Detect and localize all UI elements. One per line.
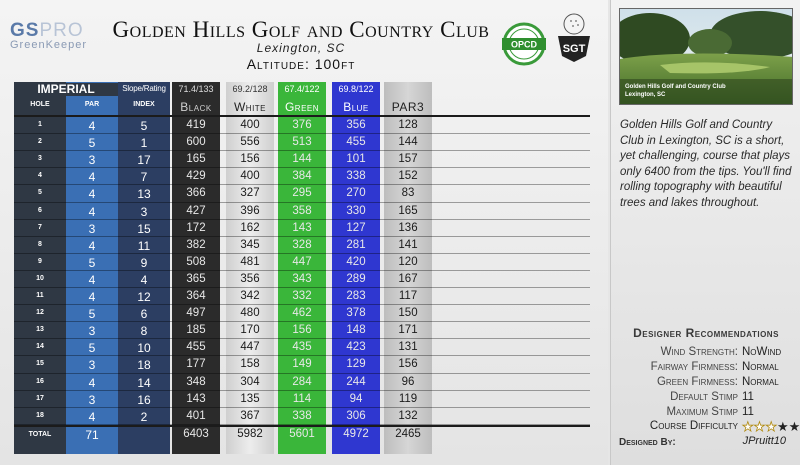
hole-number: 12: [36, 309, 44, 317]
hole-yardage: 244: [346, 375, 366, 388]
hole-yardage: 114: [292, 392, 312, 405]
hole-yardage: 158: [240, 358, 260, 371]
hole-yardage: 462: [292, 307, 312, 320]
opcd-badge: [498, 22, 550, 66]
hole-index: 7: [140, 170, 148, 185]
tee-name: White: [233, 100, 267, 114]
hole-par: 3: [88, 221, 96, 236]
hole-yardage: 167: [398, 272, 418, 285]
hole-number: 16: [36, 377, 44, 385]
hole-number: 8: [38, 240, 42, 248]
tee-rating: 71.4/133: [178, 84, 214, 94]
hole-yardage: 447: [292, 255, 312, 268]
hole-par: 4: [88, 272, 96, 287]
hole-yardage: 165: [186, 153, 206, 166]
hole-par: 3: [88, 358, 96, 373]
designer-recommendations-title: Designer Recommendations: [633, 326, 779, 340]
hole-yardage: 345: [240, 238, 260, 251]
hole-par: 4: [88, 409, 96, 424]
hole-index: 9: [140, 255, 148, 270]
hole-yardage: 141: [398, 238, 418, 251]
svg-text:OPCD: OPCD: [510, 39, 538, 50]
hole-yardage: 162: [240, 221, 260, 234]
hole-index: 15: [137, 221, 151, 236]
tee-name: PAR3: [391, 100, 425, 114]
hole-yardage: 330: [346, 204, 366, 217]
hole-par: 4: [88, 170, 96, 185]
hole-yardage: 156: [398, 358, 418, 371]
tee-name: Green: [284, 100, 320, 114]
hole-yardage: 149: [292, 358, 312, 371]
designer-name: JPruitt10: [742, 435, 786, 447]
hole-index: 4: [140, 272, 148, 287]
hole-yardage: 136: [398, 221, 418, 234]
hole-yardage: 382: [186, 238, 206, 251]
hole-yardage: 356: [240, 272, 260, 285]
hole-yardage: 332: [292, 290, 312, 302]
tee-name: Blue: [343, 100, 369, 114]
hole-yardage: 129: [346, 358, 366, 371]
hole-yardage: 455: [186, 341, 206, 354]
hole-index: 16: [137, 392, 151, 407]
hole-par: 5: [88, 136, 96, 151]
hole-number: 1: [38, 121, 42, 128]
hole-yardage: 156: [240, 153, 260, 166]
total-par: 71: [85, 427, 99, 442]
hole-yardage: 101: [346, 153, 366, 166]
hole-yardage: 378: [346, 307, 366, 320]
hole-yardage: 132: [398, 409, 418, 422]
hole-yardage: 365: [186, 272, 206, 285]
hole-yardage: 304: [240, 375, 260, 388]
hole-index: 6: [140, 307, 148, 322]
hole-number: 15: [36, 360, 44, 368]
hole-par: 5: [88, 341, 96, 356]
hole-yardage: 455: [346, 136, 366, 149]
tee-rating: 69.2/128: [232, 84, 268, 94]
hole-yardage: 120: [398, 255, 418, 268]
hole-number: 2: [38, 138, 42, 146]
hole-yardage: 185: [186, 324, 206, 337]
hole-par: 3: [88, 324, 96, 339]
hole-par: 4: [88, 187, 96, 202]
total-label: TOTAL: [28, 430, 52, 438]
hole-yardage: 401: [186, 409, 206, 422]
hole-yardage: 177: [186, 358, 206, 371]
hole-yardage: 127: [346, 221, 366, 234]
hole-yardage: 157: [398, 153, 418, 166]
hole-yardage: 356: [346, 119, 366, 131]
hole-index: 18: [137, 358, 151, 373]
hole-yardage: 600: [186, 136, 206, 149]
course-info-panel: Golden Hills Golf and Country Club Lexington, SC Golden Hills Golf and Country Club in Lexington, SC is a short, yet challenging, course that plays only 6400 from the tips. You'll find rolling topography with beautiful trees and lakes throughout. Designer Recommendations Wind Strength: NoWind Fairway Firmness: Normal Green Firmness: Normal Default Stimp 11 Maximum Stimp 11 Course Difficulty ★★★★★ Designed By: JPruitt10: [610, 0, 800, 465]
hole-yardage: 508: [186, 255, 206, 268]
hole-yardage: 148: [346, 324, 366, 337]
hole-index: 3: [140, 204, 148, 219]
sgt-badge: [552, 12, 596, 66]
hole-yardage: 343: [292, 272, 312, 285]
hole-yardage: 358: [292, 204, 312, 217]
hole-yardage: 289: [346, 272, 366, 285]
difficulty-stars-icon: ★★★★★: [742, 419, 800, 434]
hole-index: 17: [137, 153, 151, 168]
hole-header: HOLE: [30, 101, 50, 108]
hole-yardage: 117: [398, 290, 418, 302]
hole-par: 5: [88, 307, 96, 322]
total-yardage: 5982: [237, 427, 263, 440]
hole-yardage: 172: [186, 221, 206, 234]
hole-yardage: 376: [292, 119, 312, 131]
hole-yardage: 152: [398, 170, 418, 183]
hole-yardage: 328: [292, 238, 312, 251]
hole-yardage: 419: [186, 119, 206, 131]
hole-number: 14: [36, 343, 44, 351]
hole-yardage: 396: [240, 204, 260, 217]
course-altitude: Altitude: 100ft: [246, 56, 356, 72]
designed-by-label: Designed By:: [619, 437, 676, 448]
hole-yardage: 342: [240, 290, 260, 302]
hole-yardage: 131: [398, 341, 418, 354]
hole-yardage: 429: [186, 170, 206, 183]
hole-index: 13: [137, 187, 151, 202]
hole-yardage: 400: [240, 170, 260, 183]
hole-number: 7: [38, 223, 42, 231]
hole-number: 17: [36, 394, 44, 402]
hole-par: 4: [88, 204, 96, 219]
hole-yardage: 338: [292, 409, 312, 422]
hole-yardage: 150: [398, 307, 418, 320]
hole-yardage: 156: [292, 324, 312, 337]
hole-yardage: 281: [346, 238, 366, 251]
hole-number: 9: [38, 257, 42, 265]
svg-text:SGT: SGT: [562, 43, 586, 55]
hole-index: 2: [140, 409, 148, 424]
hole-number: 18: [36, 411, 44, 419]
hole-yardage: 480: [240, 307, 260, 320]
hole-par: 4: [88, 375, 96, 390]
hole-yardage: 497: [186, 307, 206, 320]
hole-number: 6: [38, 206, 42, 214]
hole-yardage: 327: [240, 187, 260, 200]
total-yardage: 2465: [395, 427, 421, 440]
hole-index: 5: [140, 119, 148, 133]
tee-rating: 67.4/122: [284, 84, 320, 94]
hole-par: 4: [88, 119, 96, 133]
hole-yardage: 556: [240, 136, 260, 149]
course-location: Lexington, SC: [256, 41, 346, 55]
hole-yardage: 143: [292, 221, 312, 234]
hole-number: 13: [36, 326, 44, 334]
hole-par: 4: [88, 238, 96, 253]
hole-par: 5: [88, 255, 96, 270]
hole-yardage: 427: [186, 204, 206, 217]
hole-yardage: 94: [349, 392, 363, 405]
hole-yardage: 366: [186, 187, 206, 200]
hole-yardage: 295: [292, 187, 312, 200]
hole-yardage: 143: [186, 392, 206, 405]
hole-yardage: 270: [346, 187, 366, 200]
course-title: Golden Hills Golf and Country Club: [112, 17, 490, 42]
tee-rating: 69.8/122: [338, 84, 374, 94]
hole-yardage: 284: [292, 375, 312, 388]
hole-number: 10: [36, 274, 44, 282]
total-yardage: 5601: [289, 427, 315, 440]
hole-yardage: 306: [346, 409, 366, 422]
tee-name: Black: [180, 100, 212, 114]
hole-par: 3: [88, 153, 96, 168]
hole-yardage: 83: [401, 187, 415, 200]
hole-index: 12: [137, 290, 151, 304]
total-yardage: 6403: [183, 427, 209, 440]
hole-yardage: 96: [401, 375, 415, 388]
hole-yardage: 135: [240, 392, 260, 405]
gspro-logo: GSPRO GreenKeeper: [10, 20, 88, 51]
hole-index: 1: [140, 136, 148, 151]
hole-yardage: 348: [186, 375, 206, 388]
index-header: INDEX: [133, 101, 155, 108]
course-photo: Golden Hills Golf and Country Club Lexington, SC: [619, 8, 793, 105]
units-label: IMPERIAL: [14, 83, 118, 96]
hole-yardage: 481: [240, 255, 260, 268]
hole-number: 3: [38, 155, 42, 163]
hole-yardage: 400: [240, 119, 260, 131]
slope-rating-label: Slope/Rating: [122, 84, 166, 93]
hole-index: 11: [137, 238, 151, 253]
hole-par: 3: [88, 392, 96, 407]
hole-number: 11: [36, 292, 44, 299]
hole-yardage: 128: [398, 119, 418, 131]
hole-yardage: 420: [346, 255, 366, 268]
hole-number: 4: [38, 172, 42, 180]
hole-yardage: 165: [398, 204, 418, 217]
par-header: PAR: [84, 101, 100, 108]
hole-yardage: 144: [398, 136, 418, 149]
hole-yardage: 367: [240, 409, 260, 422]
hole-number: 5: [38, 189, 42, 197]
hole-yardage: 119: [398, 392, 418, 405]
hole-yardage: 513: [292, 136, 312, 149]
hole-index: 14: [137, 375, 151, 390]
hole-yardage: 283: [346, 290, 366, 302]
hole-yardage: 144: [292, 153, 312, 166]
hole-yardage: 423: [346, 341, 366, 354]
hole-yardage: 364: [186, 290, 206, 302]
hole-index: 10: [137, 341, 151, 356]
total-yardage: 4972: [343, 427, 369, 440]
hole-yardage: 171: [398, 324, 418, 337]
hole-yardage: 435: [292, 341, 312, 354]
hole-par: 4: [88, 290, 96, 304]
course-description: Golden Hills Golf and Country Club in Lexington, SC is a short, yet challenging, course that plays only 6400 from the tips. You'll find rolling topography with beautiful trees and lakes throughout.: [620, 119, 792, 209]
hole-yardage: 447: [240, 341, 260, 354]
hole-index: 8: [140, 324, 148, 339]
hole-yardage: 170: [240, 324, 260, 337]
hole-yardage: 384: [292, 170, 312, 183]
hole-yardage: 338: [346, 170, 366, 183]
